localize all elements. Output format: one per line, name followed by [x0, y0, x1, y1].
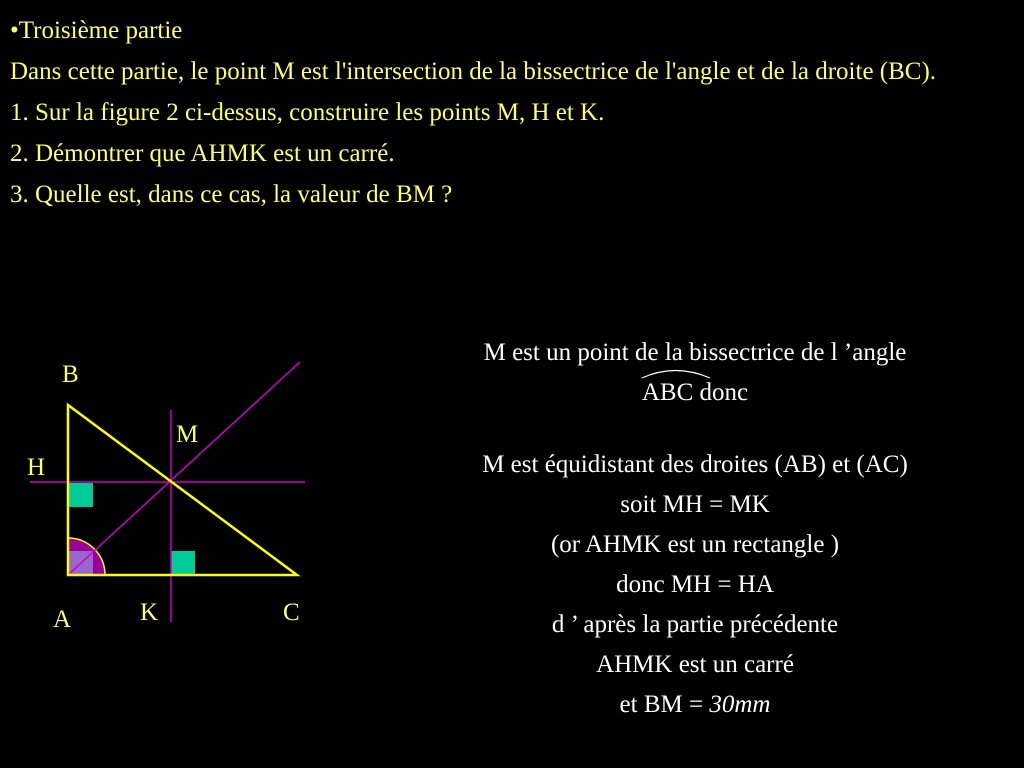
label-m: M [176, 421, 199, 448]
explanation-line-3: M est équidistant des droites (AB) et (AC) [482, 451, 908, 478]
right-angle-mark-k [171, 551, 195, 575]
explanation-block-2 [380, 445, 1010, 725]
question-3: 3. Quelle est, dans ce cas, la valeur de BM ? [10, 181, 453, 208]
explanation-line-7: d ’ après la partie précédente [551, 611, 839, 638]
bm-prefix: et BM = [619, 691, 710, 718]
label-c: C [283, 599, 300, 626]
explanation-line-9 [380, 685, 1010, 725]
bm-value: 30mm [709, 691, 771, 718]
question-1: 1. Sur la figure 2 ci-dessus, construire les points M, H et K. [10, 99, 605, 126]
right-angle-mark-h [69, 483, 93, 507]
label-k: K [140, 599, 159, 626]
angle-abc-text: ABC [641, 379, 694, 406]
angle-arc-icon [640, 367, 712, 379]
explanation-line-1: M est un point de la bissectrice de l ’angle [483, 339, 907, 366]
question-2: 2. Démontrer que AHMK est un carré. [10, 140, 395, 167]
explanation-block-1 [380, 333, 1010, 413]
instruction-paragraph: Dans cette partie, le point M est l'intersection de la bissectrice de l'angle et de la droite (BC). [10, 58, 937, 85]
explanation-line-8: AHMK est un carré [596, 651, 794, 678]
explanation-line-5: (or AHMK est un rectangle ) [550, 531, 840, 558]
label-b: B [62, 361, 79, 388]
explanation-line-6: donc MH = HA [616, 571, 774, 598]
angle-bisector [68, 362, 300, 575]
angle-abc [642, 373, 693, 413]
section-heading: •Troisième partie [10, 17, 183, 44]
explanation-line-4: soit MH = MK [620, 491, 770, 518]
explanation-line-2 [380, 373, 1010, 413]
label-a: A [53, 606, 72, 633]
label-h: H [27, 454, 46, 481]
explanation-line-2-rest: donc [693, 379, 749, 406]
